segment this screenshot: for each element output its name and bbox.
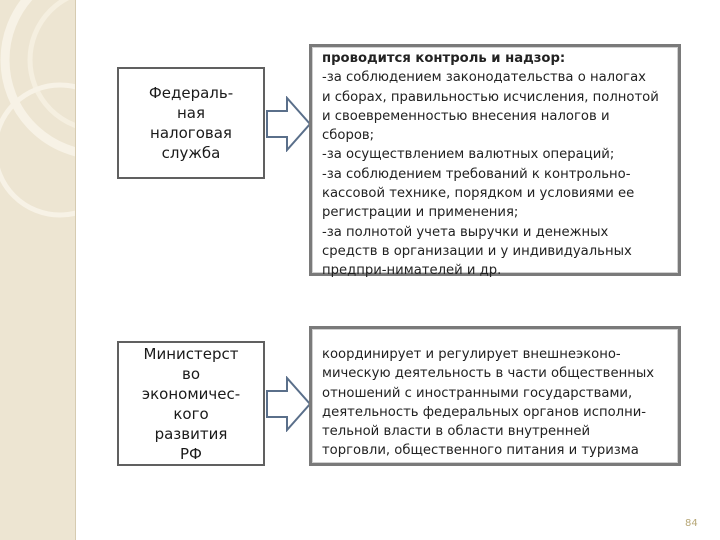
desc-line: торговли, общественного питания и туризма <box>322 443 639 459</box>
org-box-federal-tax-service <box>117 67 265 179</box>
desc-line: -за соблюдением законодательства о налогах <box>322 70 646 86</box>
desc-line: тельной власти в области внутренней <box>322 424 591 440</box>
decorative-circles <box>0 0 75 540</box>
desc-box-federal-tax-service <box>309 44 681 279</box>
org-box-ministry-economic-development <box>117 341 265 466</box>
side-panel-divider <box>75 0 76 540</box>
desc-line: -за соблюдением требований к контрольно- <box>322 166 631 182</box>
desc-line: регистрации и применения; <box>322 205 519 221</box>
desc-line: и сборах, правильностью исчисления, полнотой <box>322 89 659 105</box>
desc-line: сборов; <box>322 128 375 144</box>
decorative-side-panel <box>0 0 75 540</box>
arrow-right-icon <box>266 96 312 152</box>
arrow-right-icon <box>266 376 312 432</box>
org-label-federal-tax-service: Федераль- ная налоговая служба <box>148 84 234 162</box>
desc-heading: проводится контроль и надзор: <box>322 51 566 66</box>
desc-line: и своевременностью внесения налогов и <box>322 108 610 124</box>
desc-line: отношений с иностранными государствами, <box>322 385 633 401</box>
desc-line: координирует и регулирует внешнеэконо- <box>322 347 621 362</box>
desc-line: деятельность федеральных органов исполни- <box>322 404 647 420</box>
org-label-ministry-economic-development: Министерст во экономичес- кого развития РФ <box>141 344 241 463</box>
page-number: 84 <box>685 518 698 529</box>
desc-line: -за полнотой учета выручки и денежных <box>322 224 609 240</box>
desc-box-ministry-economic-development <box>309 326 681 466</box>
desc-line: -за осуществлением валютных операций; <box>322 147 615 163</box>
desc-line: кассовой технике, порядком и условиями ее <box>322 186 635 202</box>
desc-line: мическую деятельность в части общественных <box>322 366 655 382</box>
desc-line: средств в организации и у индивидуальных <box>322 243 632 259</box>
desc-line: предпри-нимателей и др. <box>322 263 502 279</box>
